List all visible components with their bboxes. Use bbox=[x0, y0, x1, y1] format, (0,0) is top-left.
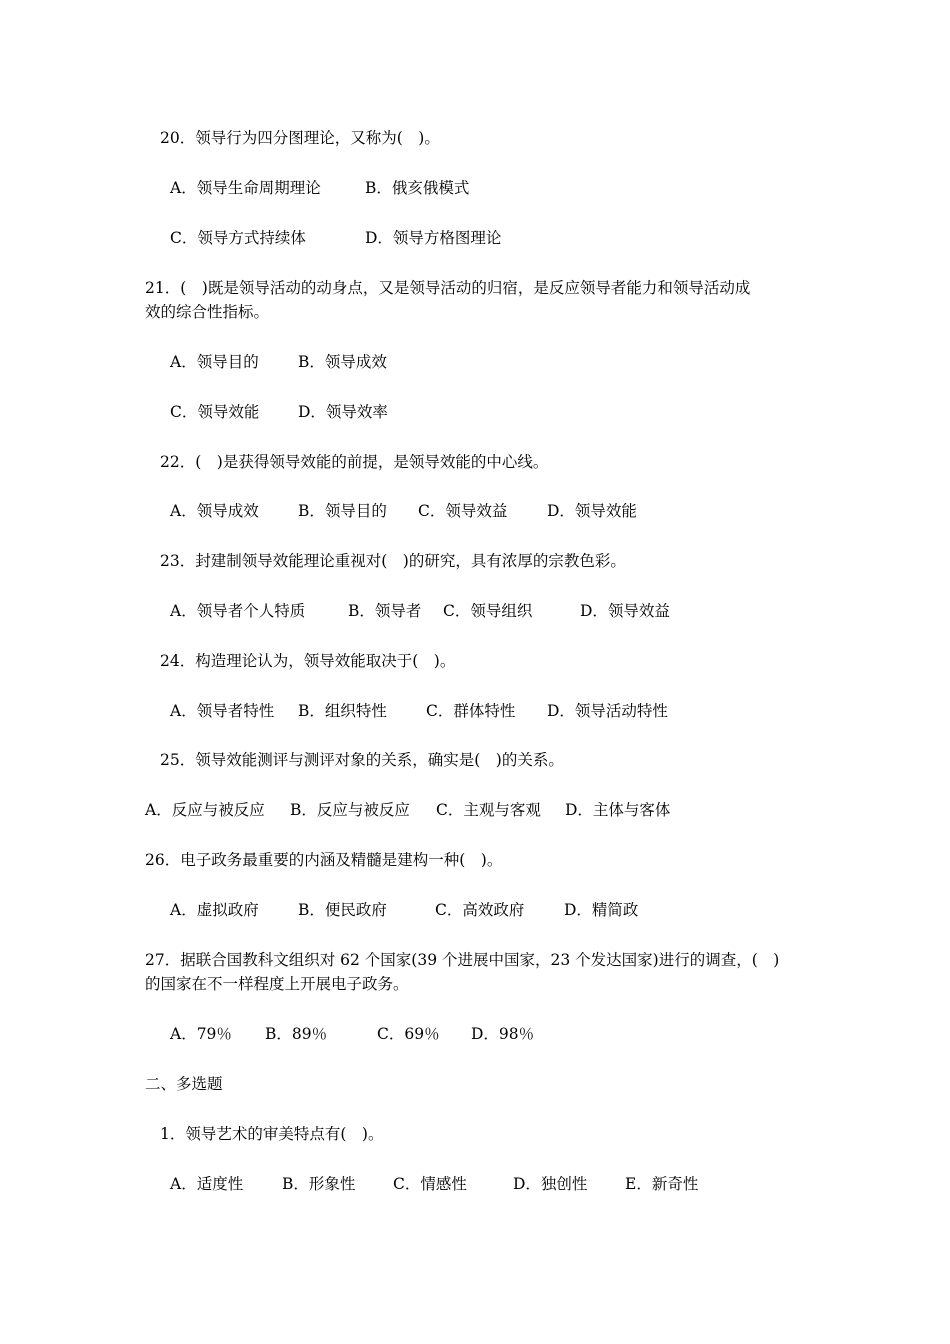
q22-option-b: B．领导目的 bbox=[298, 502, 387, 520]
q21-option-a: A．领导目的 bbox=[170, 353, 259, 371]
m1-option-a: A．适度性 bbox=[170, 1175, 244, 1193]
section-heading-multiple-choice: 二、多选题 bbox=[145, 1075, 223, 1093]
question-21-stem-line1: 21．( )既是领导活动的动身点，又是领导活动的归宿，是反应领导者能力和领导活动成 bbox=[145, 279, 751, 297]
q26-option-c: C．高效政府 bbox=[435, 901, 525, 919]
question-23-stem: 23．封建制领导效能理论重视对( )的研究，具有浓厚的宗教色彩。 bbox=[160, 552, 626, 570]
question-27-stem-line1: 27．据联合国教科文组织对 62 个国家(39 个进展中国家，23 个发达国家)进行的调查，( ) bbox=[145, 951, 780, 969]
q20-option-c: C．领导方式持续体 bbox=[170, 229, 306, 247]
q26-option-d: D．精简政 bbox=[564, 901, 639, 919]
q25-option-b: B．反应与被反应 bbox=[290, 801, 410, 819]
q23-option-a: A．领导者个人特质 bbox=[170, 602, 306, 620]
m1-option-b: B．形象性 bbox=[282, 1175, 356, 1193]
q27-option-b: B．89％ bbox=[265, 1025, 328, 1043]
q25-option-c: C．主观与客观 bbox=[436, 801, 541, 819]
question-24-stem: 24．构造理论认为，领导效能取决于( )。 bbox=[160, 652, 456, 670]
q27-option-c: C．69％ bbox=[377, 1025, 440, 1043]
q21-option-d: D．领导效率 bbox=[298, 403, 388, 421]
q22-option-d: D．领导效能 bbox=[547, 502, 637, 520]
q23-option-d: D．领导效益 bbox=[580, 602, 670, 620]
q21-option-b: B．领导成效 bbox=[298, 353, 387, 371]
question-21-stem-line2: 效的综合性指标。 bbox=[145, 303, 270, 321]
question-27-stem-line2: 的国家在不一样程度上开展电子政务。 bbox=[145, 975, 409, 993]
q24-option-a: A．领导者特性 bbox=[170, 702, 275, 720]
q24-option-b: B．组织特性 bbox=[298, 702, 387, 720]
q26-option-a: A．虚拟政府 bbox=[170, 901, 259, 919]
m1-option-e: E．新奇性 bbox=[625, 1175, 699, 1193]
question-25-stem: 25．领导效能测评与测评对象的关系，确实是( )的关系。 bbox=[160, 751, 564, 769]
question-20-stem: 20．领导行为四分图理论，又称为( )。 bbox=[160, 129, 440, 147]
question-26-stem: 26．电子政务最重要的内涵及精髓是建构一种( )。 bbox=[145, 851, 503, 869]
q25-option-a: A．反应与被反应 bbox=[145, 801, 265, 819]
q26-option-b: B．便民政府 bbox=[298, 901, 387, 919]
m1-option-c: C．情感性 bbox=[393, 1175, 467, 1193]
q22-option-a: A．领导成效 bbox=[170, 502, 259, 520]
q24-option-d: D．领导活动特性 bbox=[547, 702, 668, 720]
q23-option-c: C．领导组织 bbox=[443, 602, 533, 620]
q22-option-c: C．领导效益 bbox=[418, 502, 508, 520]
question-22-stem: 22．( )是获得领导效能的前提，是领导效能的中心线。 bbox=[160, 453, 549, 471]
q24-option-c: C．群体特性 bbox=[426, 702, 516, 720]
q23-option-b: B．领导者 bbox=[348, 602, 422, 620]
q25-option-d: D．主体与客体 bbox=[565, 801, 671, 819]
question-m1-stem: 1．领导艺术的审美特点有( )。 bbox=[160, 1125, 384, 1143]
q20-option-d: D．领导方格图理论 bbox=[365, 229, 502, 247]
m1-option-d: D．独创性 bbox=[513, 1175, 588, 1193]
q27-option-a: A．79％ bbox=[170, 1025, 232, 1043]
q27-option-d: D．98％ bbox=[471, 1025, 535, 1043]
q20-option-a: A．领导生命周期理论 bbox=[170, 179, 321, 197]
q20-option-b: B．俄亥俄模式 bbox=[365, 179, 470, 197]
q21-option-c: C．领导效能 bbox=[170, 403, 260, 421]
